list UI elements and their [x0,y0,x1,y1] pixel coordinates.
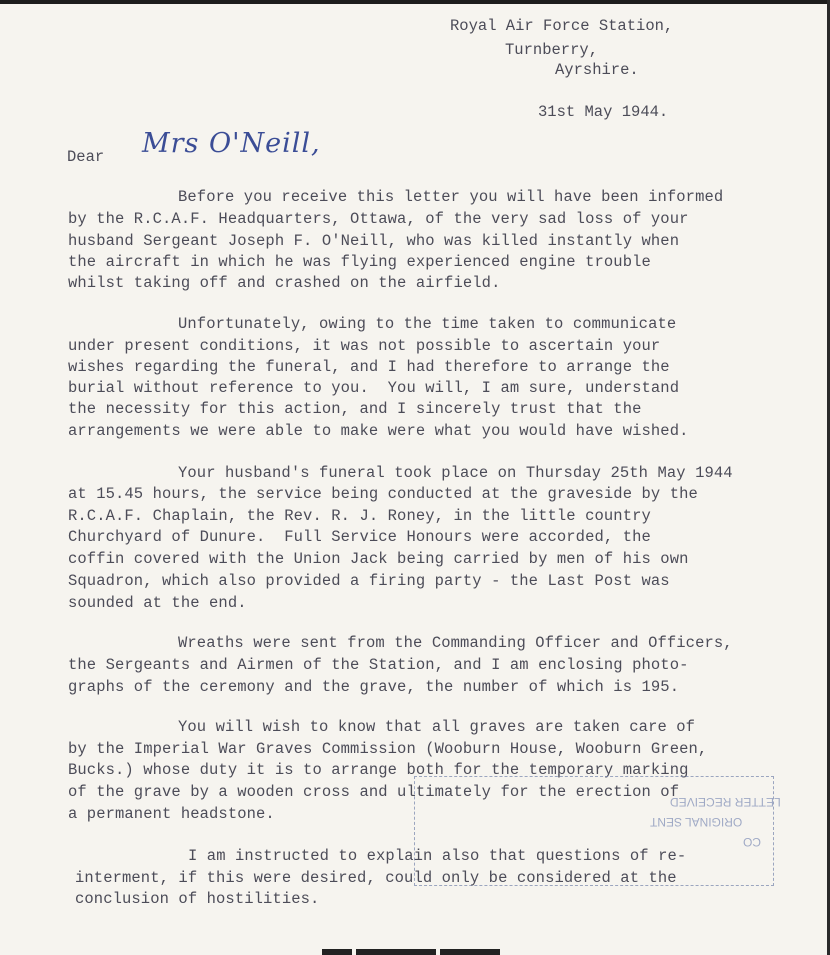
paragraph-4-line-3: graphs of the ceremony and the grave, the number of which is 195. [68,678,680,696]
scan-edge-top [0,0,830,4]
stamp-line-3: CO [743,835,761,849]
salutation: Dear [67,148,105,166]
paragraph-3-line-6: Squadron, which also provided a firing party - the Last Post was [68,572,670,590]
paragraph-3-line-3: R.C.A.F. Chaplain, the Rev. R. J. Roney, in the little country [68,507,651,525]
paragraph-6-line-2: interment, if this were desired, could only be considered at the [75,869,677,887]
scan-mark-bottom-3 [440,949,500,955]
paragraph-4-line-2: the Sergeants and Airmen of the Station, and I am enclosing photo- [68,656,689,674]
paragraph-3-line-1: Your husband's funeral took place on Thursday 25th May 1944 [178,464,733,482]
paragraph-6-line-1: I am instructed to explain also that questions of re- [188,847,687,865]
paragraph-2-line-1: Unfortunately, owing to the time taken to communicate [178,315,677,333]
address-line-1: Royal Air Force Station, [450,17,674,35]
paragraph-6-line-3: conclusion of hostilities. [75,890,320,908]
paragraph-5-line-2: by the Imperial War Graves Commission (Wooburn House, Wooburn Green, [68,740,708,758]
letter-date: 31st May 1944. [538,103,669,121]
paragraph-3-line-2: at 15.45 hours, the service being conducted at the graveside by the [68,485,698,503]
paragraph-1-line-4: the aircraft in which he was flying experienced engine trouble [68,253,651,271]
paragraph-4-line-1: Wreaths were sent from the Commanding Officer and Officers, [178,634,733,652]
paragraph-5-line-4: of the grave by a wooden cross and ultimately for the erection of [68,783,680,801]
paragraph-2-line-6: arrangements we were able to make were what you would have wished. [68,422,689,440]
paragraph-2-line-5: the necessity for this action, and I sincerely trust that the [68,400,642,418]
address-line-2: Turnberry, [505,41,599,59]
recipient-handwritten: Mrs O'Neill, [142,128,321,159]
paragraph-1-line-2: by the R.C.A.F. Headquarters, Ottawa, of the very sad loss of your [68,210,689,228]
stamp-line-2: ORIGINAL SENT [650,815,743,829]
paragraph-3-line-4: Churchyard of Dunure. Full Service Honours were accorded, the [68,528,651,546]
paragraph-2-line-4: burial without reference to you. You will, I am sure, understand [68,379,680,397]
paragraph-5-line-3: Bucks.) whose duty it is to arrange both for the temporary marking [68,761,689,779]
paragraph-3-line-7: sounded at the end. [68,594,247,612]
scan-mark-bottom-2 [356,949,436,955]
scan-mark-bottom-1 [322,949,352,955]
paragraph-5-line-5: a permanent headstone. [68,805,275,823]
paragraph-1-line-3: husband Sergeant Joseph F. O'Neill, who was killed instantly when [68,232,680,250]
paragraph-2-line-3: wishes regarding the funeral, and I had therefore to arrange the [68,358,670,376]
stamp-line-1: LETTER RECEIVED [670,795,781,809]
paragraph-2-line-2: under present conditions, it was not possible to ascertain your [68,337,661,355]
paragraph-1-line-1: Before you receive this letter you will have been informed [178,188,724,206]
paragraph-3-line-5: coffin covered with the Union Jack being carried by men of his own [68,550,689,568]
paragraph-1-line-5: whilst taking off and crashed on the airfield. [68,274,501,292]
paragraph-5-line-1: You will wish to know that all graves are taken care of [178,718,696,736]
address-line-3: Ayrshire. [555,61,639,79]
